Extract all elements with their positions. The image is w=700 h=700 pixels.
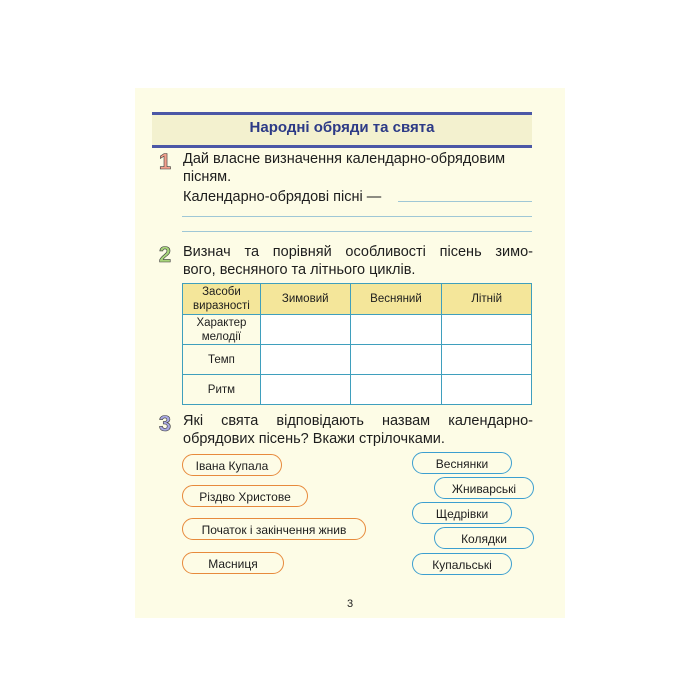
task1-text-line1: Дай власне визначення календарно-обрядовим: [183, 151, 506, 167]
answer-line[interactable]: [182, 231, 532, 232]
task1-fill-prompt: Календарно-обрядові пісні —: [183, 189, 382, 205]
table-row-label: Характер мелодії: [183, 315, 261, 345]
table-cell[interactable]: [350, 375, 442, 405]
table-row: [183, 315, 532, 345]
table-row: [183, 375, 532, 405]
table-header-cell: Засоби виразності: [183, 284, 261, 315]
page-title: Народні обряди та свята: [249, 119, 435, 136]
section-header: [152, 112, 532, 148]
task2-text-line2: вого, весняного та літнього циклів.: [183, 262, 416, 278]
holiday-maslyana[interactable]: Масниця: [182, 552, 284, 574]
answer-line[interactable]: [182, 216, 532, 217]
table-row: [183, 345, 532, 375]
song-shchedrivky[interactable]: Щедрівки: [412, 502, 512, 524]
song-vesnianky[interactable]: Веснянки: [412, 452, 512, 474]
page-number: 3: [346, 598, 354, 610]
table-cell[interactable]: [442, 315, 532, 345]
comparison-table: [182, 283, 532, 405]
table-cell[interactable]: [442, 375, 532, 405]
table-cell[interactable]: [350, 315, 442, 345]
task-number-3: 3: [158, 411, 172, 436]
holiday-rizdvo[interactable]: Різдво Христове: [182, 485, 308, 507]
song-zhnyvarski[interactable]: Жниварські: [434, 477, 534, 499]
task2-text-line1: Визнач та порівняй особливості пісень зимо-: [183, 244, 533, 260]
table-cell[interactable]: [260, 375, 350, 405]
task-number-1: 1: [158, 149, 172, 174]
task1-text-line2: пісням.: [183, 169, 232, 185]
table-header-cell: Весняний: [350, 284, 442, 315]
task3-text-line1: Які свята відповідають назвам календарно-: [183, 413, 533, 429]
holiday-ivana-kupala[interactable]: Івана Купала: [182, 454, 282, 476]
table-row-label: Ритм: [183, 375, 261, 405]
holiday-zhnyva[interactable]: Початок і закінчення жнив: [182, 518, 366, 540]
table-header-cell: Зимовий: [260, 284, 350, 315]
song-kupalski[interactable]: Купальські: [412, 553, 512, 575]
table-row-label: Темп: [183, 345, 261, 375]
answer-line[interactable]: [398, 201, 532, 202]
table-header-row: [183, 284, 532, 315]
task3-text-line2: обрядових пісень? Вкажи стрілочками.: [183, 431, 445, 447]
table-cell[interactable]: [260, 315, 350, 345]
table-cell[interactable]: [260, 345, 350, 375]
task-number-2: 2: [158, 242, 172, 267]
table-cell[interactable]: [350, 345, 442, 375]
song-koliadky[interactable]: Колядки: [434, 527, 534, 549]
table-cell[interactable]: [442, 345, 532, 375]
table-header-cell: Літній: [442, 284, 532, 315]
